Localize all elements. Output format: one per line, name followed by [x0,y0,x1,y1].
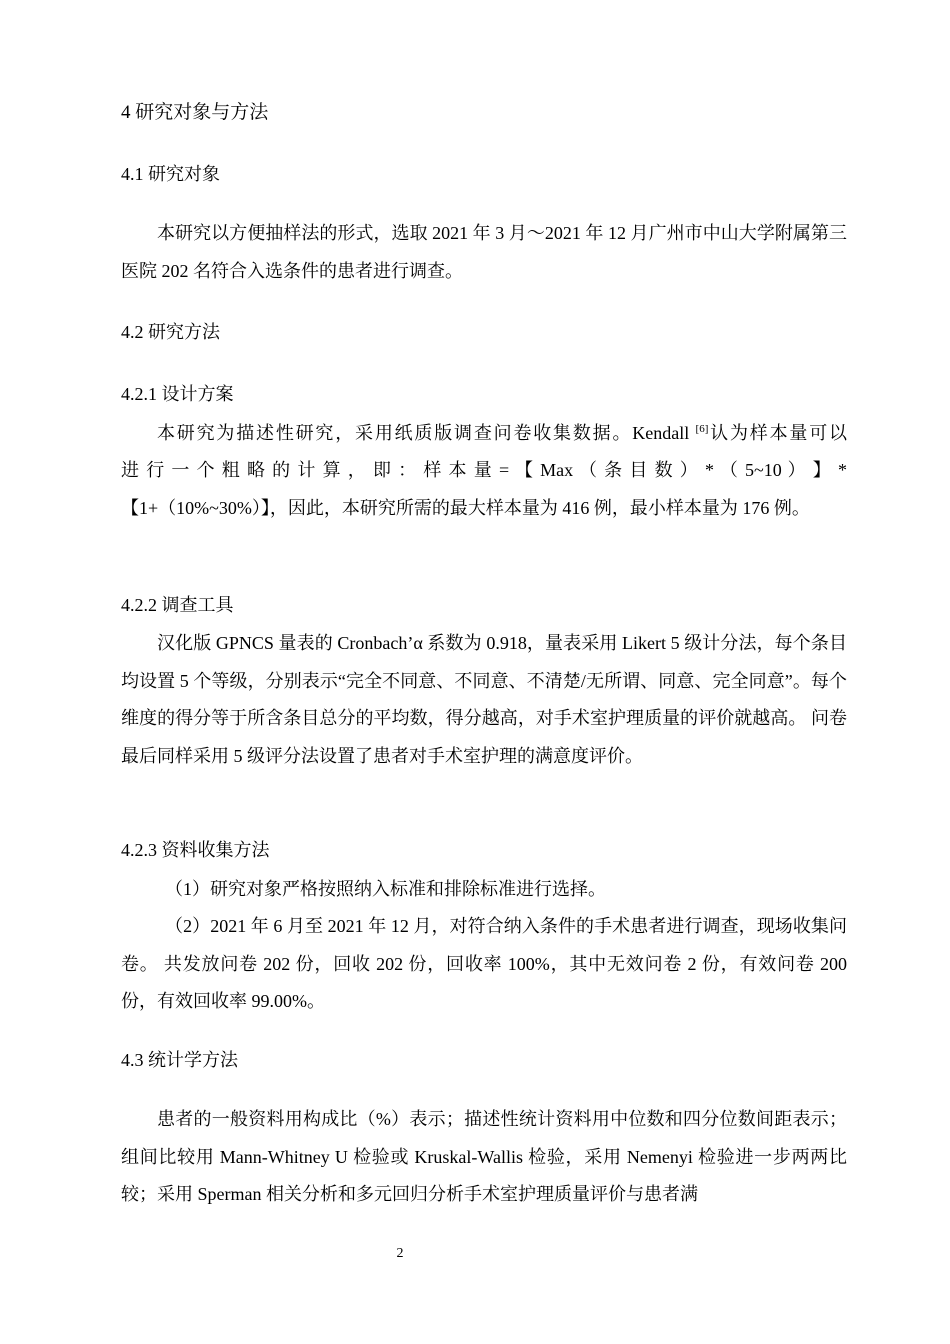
paragraph-tools: 汉化版 GPNCS 量表的 Cronbach’α 系数为 0.918，量表采用 Likert 5 级计分法，每个条目均设置 5 个等级，分别表示“完全不同意、不同意、不清楚/无所谓、同意、完全同意”。每个维度的得分等于所含条目总分的平均数，得分越高，对手术室护理质量的评价就越高。 问卷最后同样采用 5 级评分法设置了患者对手术室护理的满意度评价。 [121,633,847,766]
section-heading-4: 4 研究对象与方法 [121,102,269,123]
section-heading-4-1: 4.1 研究对象 [121,164,220,184]
section-heading-4-2-1: 4.2.1 设计方案 [121,384,234,404]
section-heading-4-2-2: 4.2.2 调查工具 [121,595,234,615]
design-text-start: 本研究为描述性研究，采用纸质版调查问卷收集数据。Kendall [157,423,696,443]
paragraph-design-line-1 [121,415,847,453]
section-heading-4-2-3: 4.2.3 资料收集方法 [121,840,270,860]
paragraph-collect-2: （2）2021 年 6 月至 2021 年 12 月，对符合纳入条件的手术患者进行调查，现场收集问卷。 共发放问卷 202 份，回收 202 份，回收率 100%，其中无效问卷 2 份，有效问卷 200 份，有效回收率 99.00%。 [121,916,847,1011]
section-heading-4-3: 4.3 统计学方法 [121,1050,238,1070]
section-heading-4-2: 4.2 研究方法 [121,322,220,342]
paragraph-stats: 患者的一般资料用构成比（%）表示；描述性统计资料用中位数和四分位数间距表示；组间比较用 Mann-Whitney U 检验或 Kruskal-Wallis 检验，采用 Nemenyi 检验进一步两两比较；采用 Sperman 相关分析和多元回归分析手术室护理质量评价与患者满 [121,1109,847,1204]
design-text-after-ref: 认为样本量可以 [708,423,847,443]
citation-ref: [6] [695,423,709,435]
paragraph-design-rest: 【1+（10%~30%）】，因此，本研究所需的最大样本量为 416 例，最小样本量为 176 例。 [121,498,810,518]
paragraph-subjects: 本研究以方便抽样法的形式，选取 2021 年 3 月～2021 年 12 月广州市中山大学附属第三医院 202 名符合入选条件的患者进行调查。 [121,223,847,281]
page-number: 2 [396,1246,404,1261]
paragraph-collect-1: （1）研究对象严格按照纳入标准和排除标准进行选择。 [165,879,606,899]
paragraph-design-line-2: 进 行 一 个 粗 略 的 计 算 ， 即 ： 样 本 量 = 【 Max （ 条 目 数 ） * （ 5~10 ） 】 * [121,460,847,480]
